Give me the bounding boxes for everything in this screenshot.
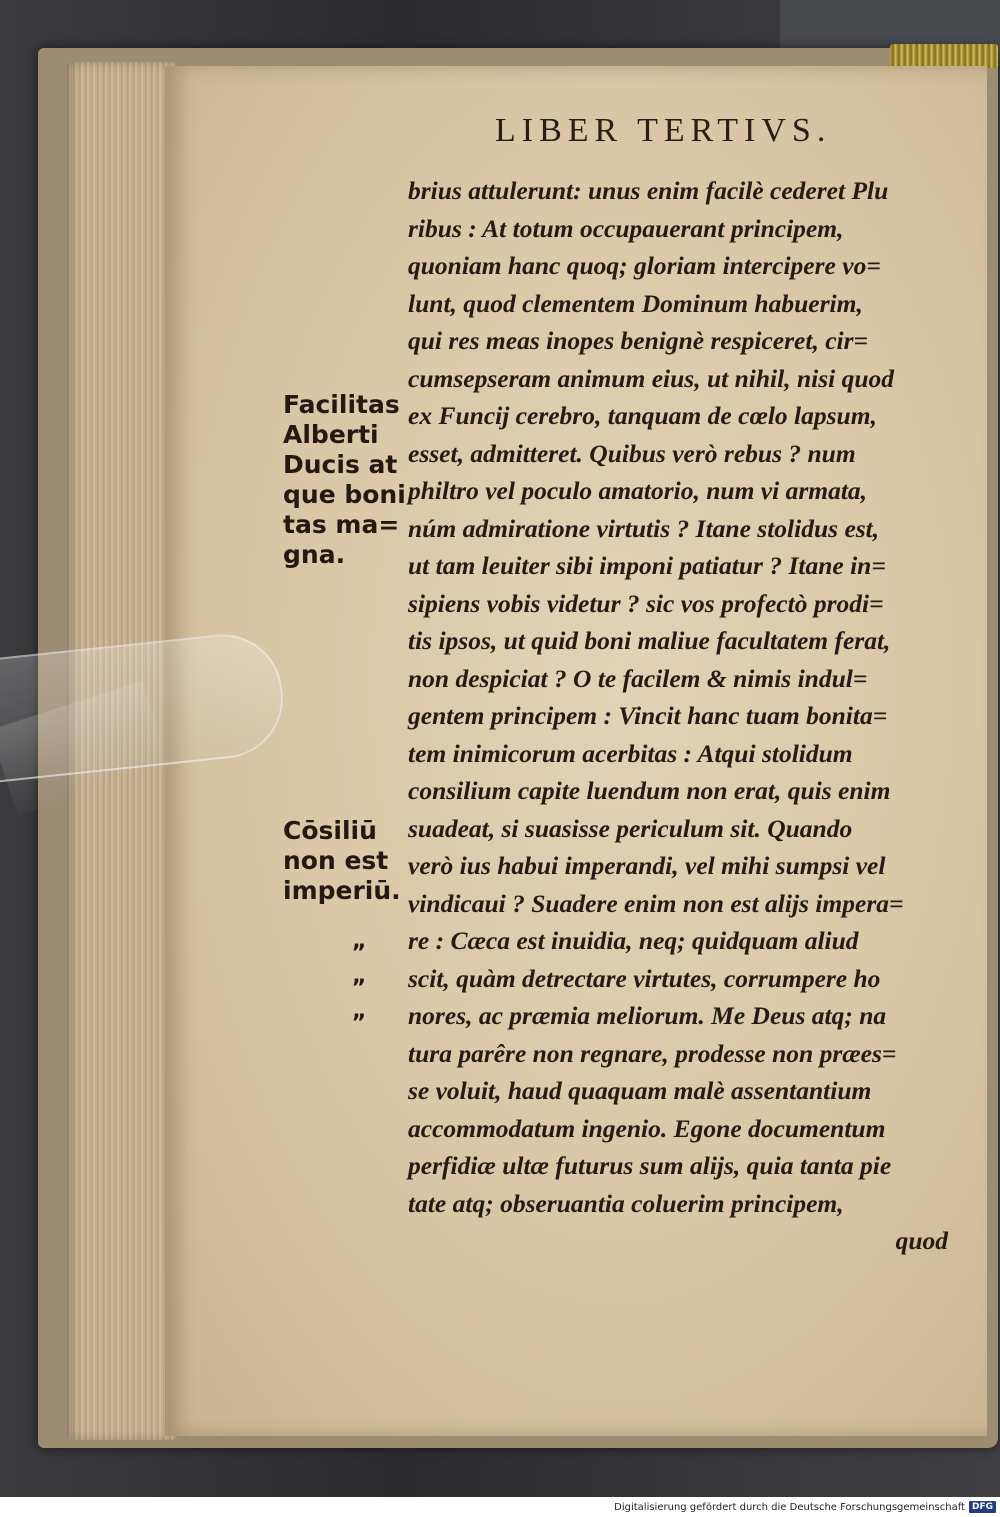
margin-note-line: Alberti [283,420,379,449]
text-line: tis ipsos, ut quid boni maliue facultatem ferat, [408,626,891,655]
text-line: nores, ac præmia meliorum. Me Deus atq; na [408,1001,887,1030]
text-line: scit, quàm detrectare virtutes, corrumpere ho [408,963,881,993]
quote-mark: „ [352,999,367,1024]
text-line: re : Cæca est inuidia, neq; quidquam aliud [408,926,859,955]
text-line: tura parêre non regnare, prodesse non præes= [408,1038,897,1068]
text-line: brius attulerunt: unus enim facilè cederet Plu [408,176,889,205]
margin-quote-marks [352,924,392,1029]
text-line: cumsepseram animum eius, ut nihil, nisi quod [408,363,895,393]
text-line: se voluit, haud quaquam malè assentantium [408,1076,872,1105]
text-line: sipiens vobis videtur ? sic vos profectò prodi= [408,588,884,618]
text-line: ex Funcij cerebro, tanquam de cœlo lapsum, [408,401,877,430]
text-line: non despiciat ? O te facilem & nimis indul= [408,663,868,693]
text-line: philtro vel poculo amatorio, num vi armata, [408,476,868,505]
text-line: suadeat, si suasisse periculum sit. Quando [408,813,853,843]
margin-note-line: que boni [283,480,406,509]
text-line: gentem principem : Vincit hanc tuam bonita= [408,701,888,730]
margin-note-line: Ducis at [283,450,398,479]
text-line: núm admiratione virtutis ? Itane stolidus est, [408,513,880,543]
running-head: LIBER TERTIVS. [495,112,832,149]
text-line: tem inimicorum acerbitas : Atqui stolidum [408,738,853,768]
text-line: quoniam hanc quoq; gloriam intercipere vo= [408,251,881,280]
text-line: consilium capite luendum non erat, quis enim [408,776,891,805]
margin-note-line: Facilitas [283,390,400,419]
text-line: tate atq; obseruantia coluerim principem, [408,1188,844,1218]
text-line: ribus : At totum occupauerant principem, [408,213,844,243]
text-line: vindicaui ? Suadere enim non est alijs impera= [408,888,904,918]
dfg-logo: DFG [969,1501,996,1513]
margin-note-consilium [283,816,413,906]
text-line: verò ius habui imperandi, vel mihi sumpsi vel [408,851,886,880]
text-line: esset, admitteret. Quibus verò rebus ? num [408,438,856,468]
quote-mark: „ [352,929,367,954]
footer-credit: Digitalisierung gefördert durch die Deutsche Forschungsgemeinschaft [614,1501,965,1513]
text-line: accommodatum ingenio. Egone documentum [408,1113,886,1143]
margin-note-line: tas ma= [283,510,400,539]
quote-mark: „ [352,964,367,989]
margin-note-line: Cōsiliū [283,816,377,845]
text-line: quod [895,1226,948,1255]
margin-note-line: non est [283,846,389,875]
text-line: perfidiæ ultæ futurus sum alijs, quia tanta pie [408,1151,892,1180]
margin-note-line: imperiū. [283,876,401,905]
text-line: lunt, quod clementem Dominum habuerim, [408,288,863,318]
text-line: qui res meas inopes benignè respiceret, cir= [408,326,869,355]
footer-bar [0,1497,1000,1517]
headband [890,44,998,68]
margin-note-line: gna. [283,540,346,569]
main-text-block [408,172,968,1260]
margin-note-facilitas [283,390,413,570]
text-line: ut tam leuiter sibi imponi patiatur ? Itane in= [408,551,886,580]
